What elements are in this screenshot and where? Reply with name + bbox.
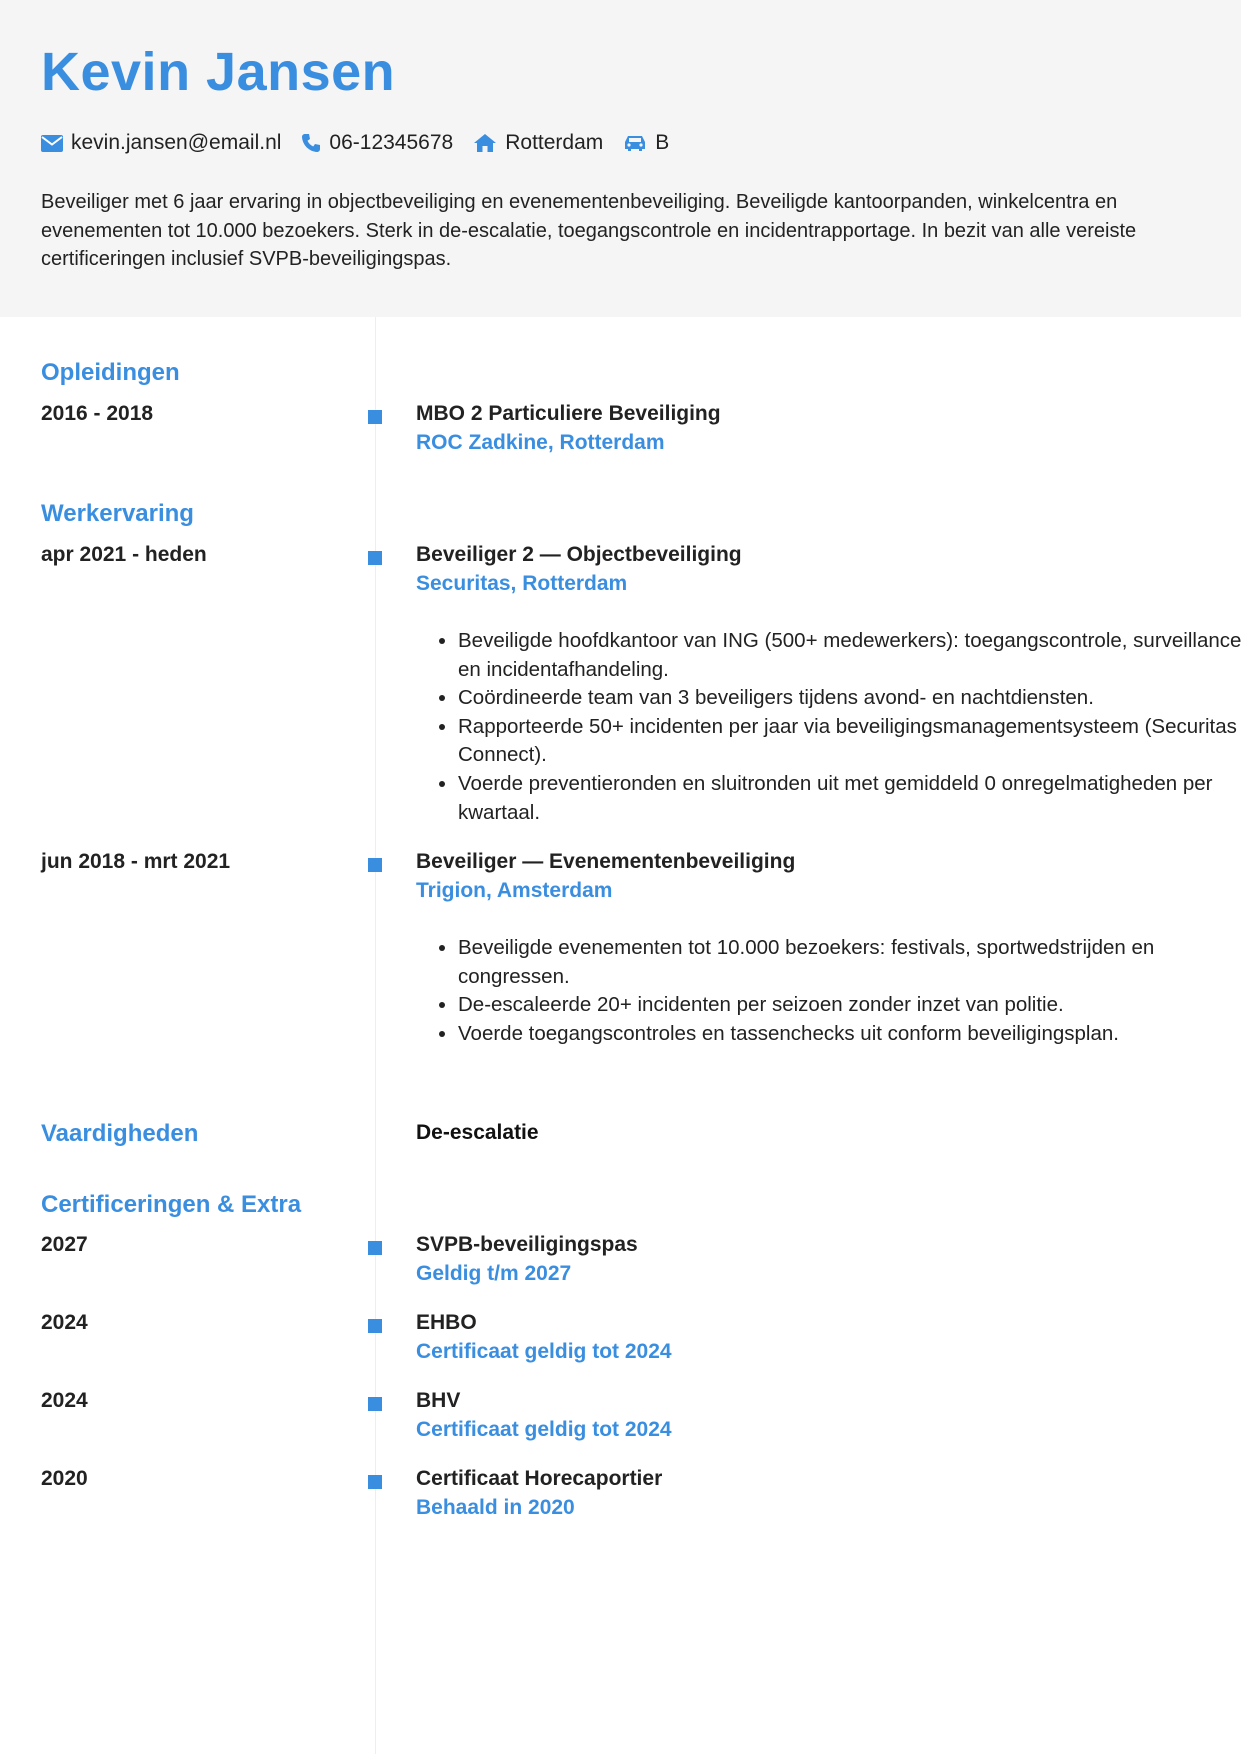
experience-bullets [416, 627, 1241, 827]
home-icon [473, 133, 497, 153]
section-title-education: Opleidingen [41, 359, 180, 386]
timeline-marker [368, 551, 382, 565]
contact-row [41, 128, 689, 158]
entry-title: SVPB-beveiligingspas [416, 1233, 638, 1256]
entry-date: jun 2018 - mrt 2021 [41, 850, 231, 873]
entry-title: Certificaat Horecaportier [416, 1467, 663, 1490]
timeline-marker [368, 858, 382, 872]
car-icon [623, 134, 647, 152]
section-title-certifications: Certificeringen & Extra [41, 1191, 302, 1218]
person-name: Kevin Jansen [41, 42, 396, 102]
contact-city [473, 131, 603, 155]
list-item: • Voerde toegangscontroles en tassenchecks uit conform beveiligingsplan. [458, 1020, 1241, 1049]
entry-title: MBO 2 Particuliere Beveiliging [416, 402, 721, 425]
timeline-marker [368, 1241, 382, 1255]
contact-phone [301, 131, 453, 155]
entry-validity: Certificaat geldig tot 2024 [416, 1340, 672, 1363]
list-item: • Coördineerde team van 3 beveiligers tijdens avond- en nachtdiensten. [458, 684, 1241, 713]
phone-text: 06-12345678 [329, 131, 454, 154]
section-title-experience: Werkervaring [41, 500, 194, 527]
list-item: • Voerde preventieronden en sluitronden uit met gemiddeld 0 onregelmatigheden per kwartaal. [458, 770, 1241, 827]
envelope-icon [41, 135, 63, 152]
timeline-marker [368, 410, 382, 424]
email-text: kevin.jansen@email.nl [71, 131, 282, 154]
list-item: • Beveiligde hoofdkantoor van ING (500+ medewerkers): toegangscontrole, surveillance en incidentafhandeling. [458, 627, 1241, 684]
entry-title: Beveiliger — Evenementenbeveiliging [416, 850, 796, 873]
timeline-divider [375, 317, 376, 1754]
entry-title: EHBO [416, 1311, 477, 1334]
timeline-marker [368, 1397, 382, 1411]
list-item: • Rapporteerde 50+ incidenten per jaar via beveiligingsmanagementsysteem (Securitas Connect). [458, 713, 1241, 770]
entry-date: apr 2021 - heden [41, 543, 207, 566]
entry-title: BHV [416, 1389, 461, 1412]
header-panel [0, 0, 1241, 317]
skill-item: De-escalatie [416, 1121, 539, 1144]
experience-bullets [416, 934, 1241, 1048]
entry-date: 2024 [41, 1389, 88, 1412]
entry-company: Trigion, Amsterdam [416, 879, 613, 902]
contact-license [623, 131, 669, 155]
entry-date: 2027 [41, 1233, 88, 1256]
entry-date: 2016 - 2018 [41, 402, 154, 425]
timeline-marker [368, 1319, 382, 1333]
list-item: • De-escaleerde 20+ incidenten per seizoen zonder inzet van politie. [458, 991, 1241, 1020]
entry-validity: Certificaat geldig tot 2024 [416, 1418, 672, 1441]
phone-icon [301, 133, 321, 153]
entry-date: 2020 [41, 1467, 88, 1490]
entry-company: Securitas, Rotterdam [416, 572, 628, 595]
entry-title: Beveiliger 2 — Objectbeveiliging [416, 543, 742, 566]
entry-validity: Behaald in 2020 [416, 1496, 575, 1519]
entry-validity: Geldig t/m 2027 [416, 1262, 572, 1285]
license-text: B [655, 131, 670, 154]
timeline-marker [368, 1475, 382, 1489]
city-text: Rotterdam [505, 131, 604, 154]
entry-institution: ROC Zadkine, Rotterdam [416, 431, 665, 454]
section-title-skills: Vaardigheden [41, 1120, 199, 1147]
contact-email [41, 131, 281, 155]
entry-date: 2024 [41, 1311, 88, 1334]
list-item: • Beveiligde evenementen tot 10.000 bezoekers: festivals, sportwedstrijden en congressen. [458, 934, 1241, 991]
profile-summary: Beveiliger met 6 jaar ervaring in objectbeveiliging en evenementenbeveiliging. Beveiligde kantoorpanden, winkelcentra en evenementen tot 10.000 bezoekers. Sterk in de-escalatie, toegangscontrole en incidentrapportage. In bezit van alle vereiste certificeringen inclusief SVPB-beveiligingspas. [41, 191, 1137, 270]
